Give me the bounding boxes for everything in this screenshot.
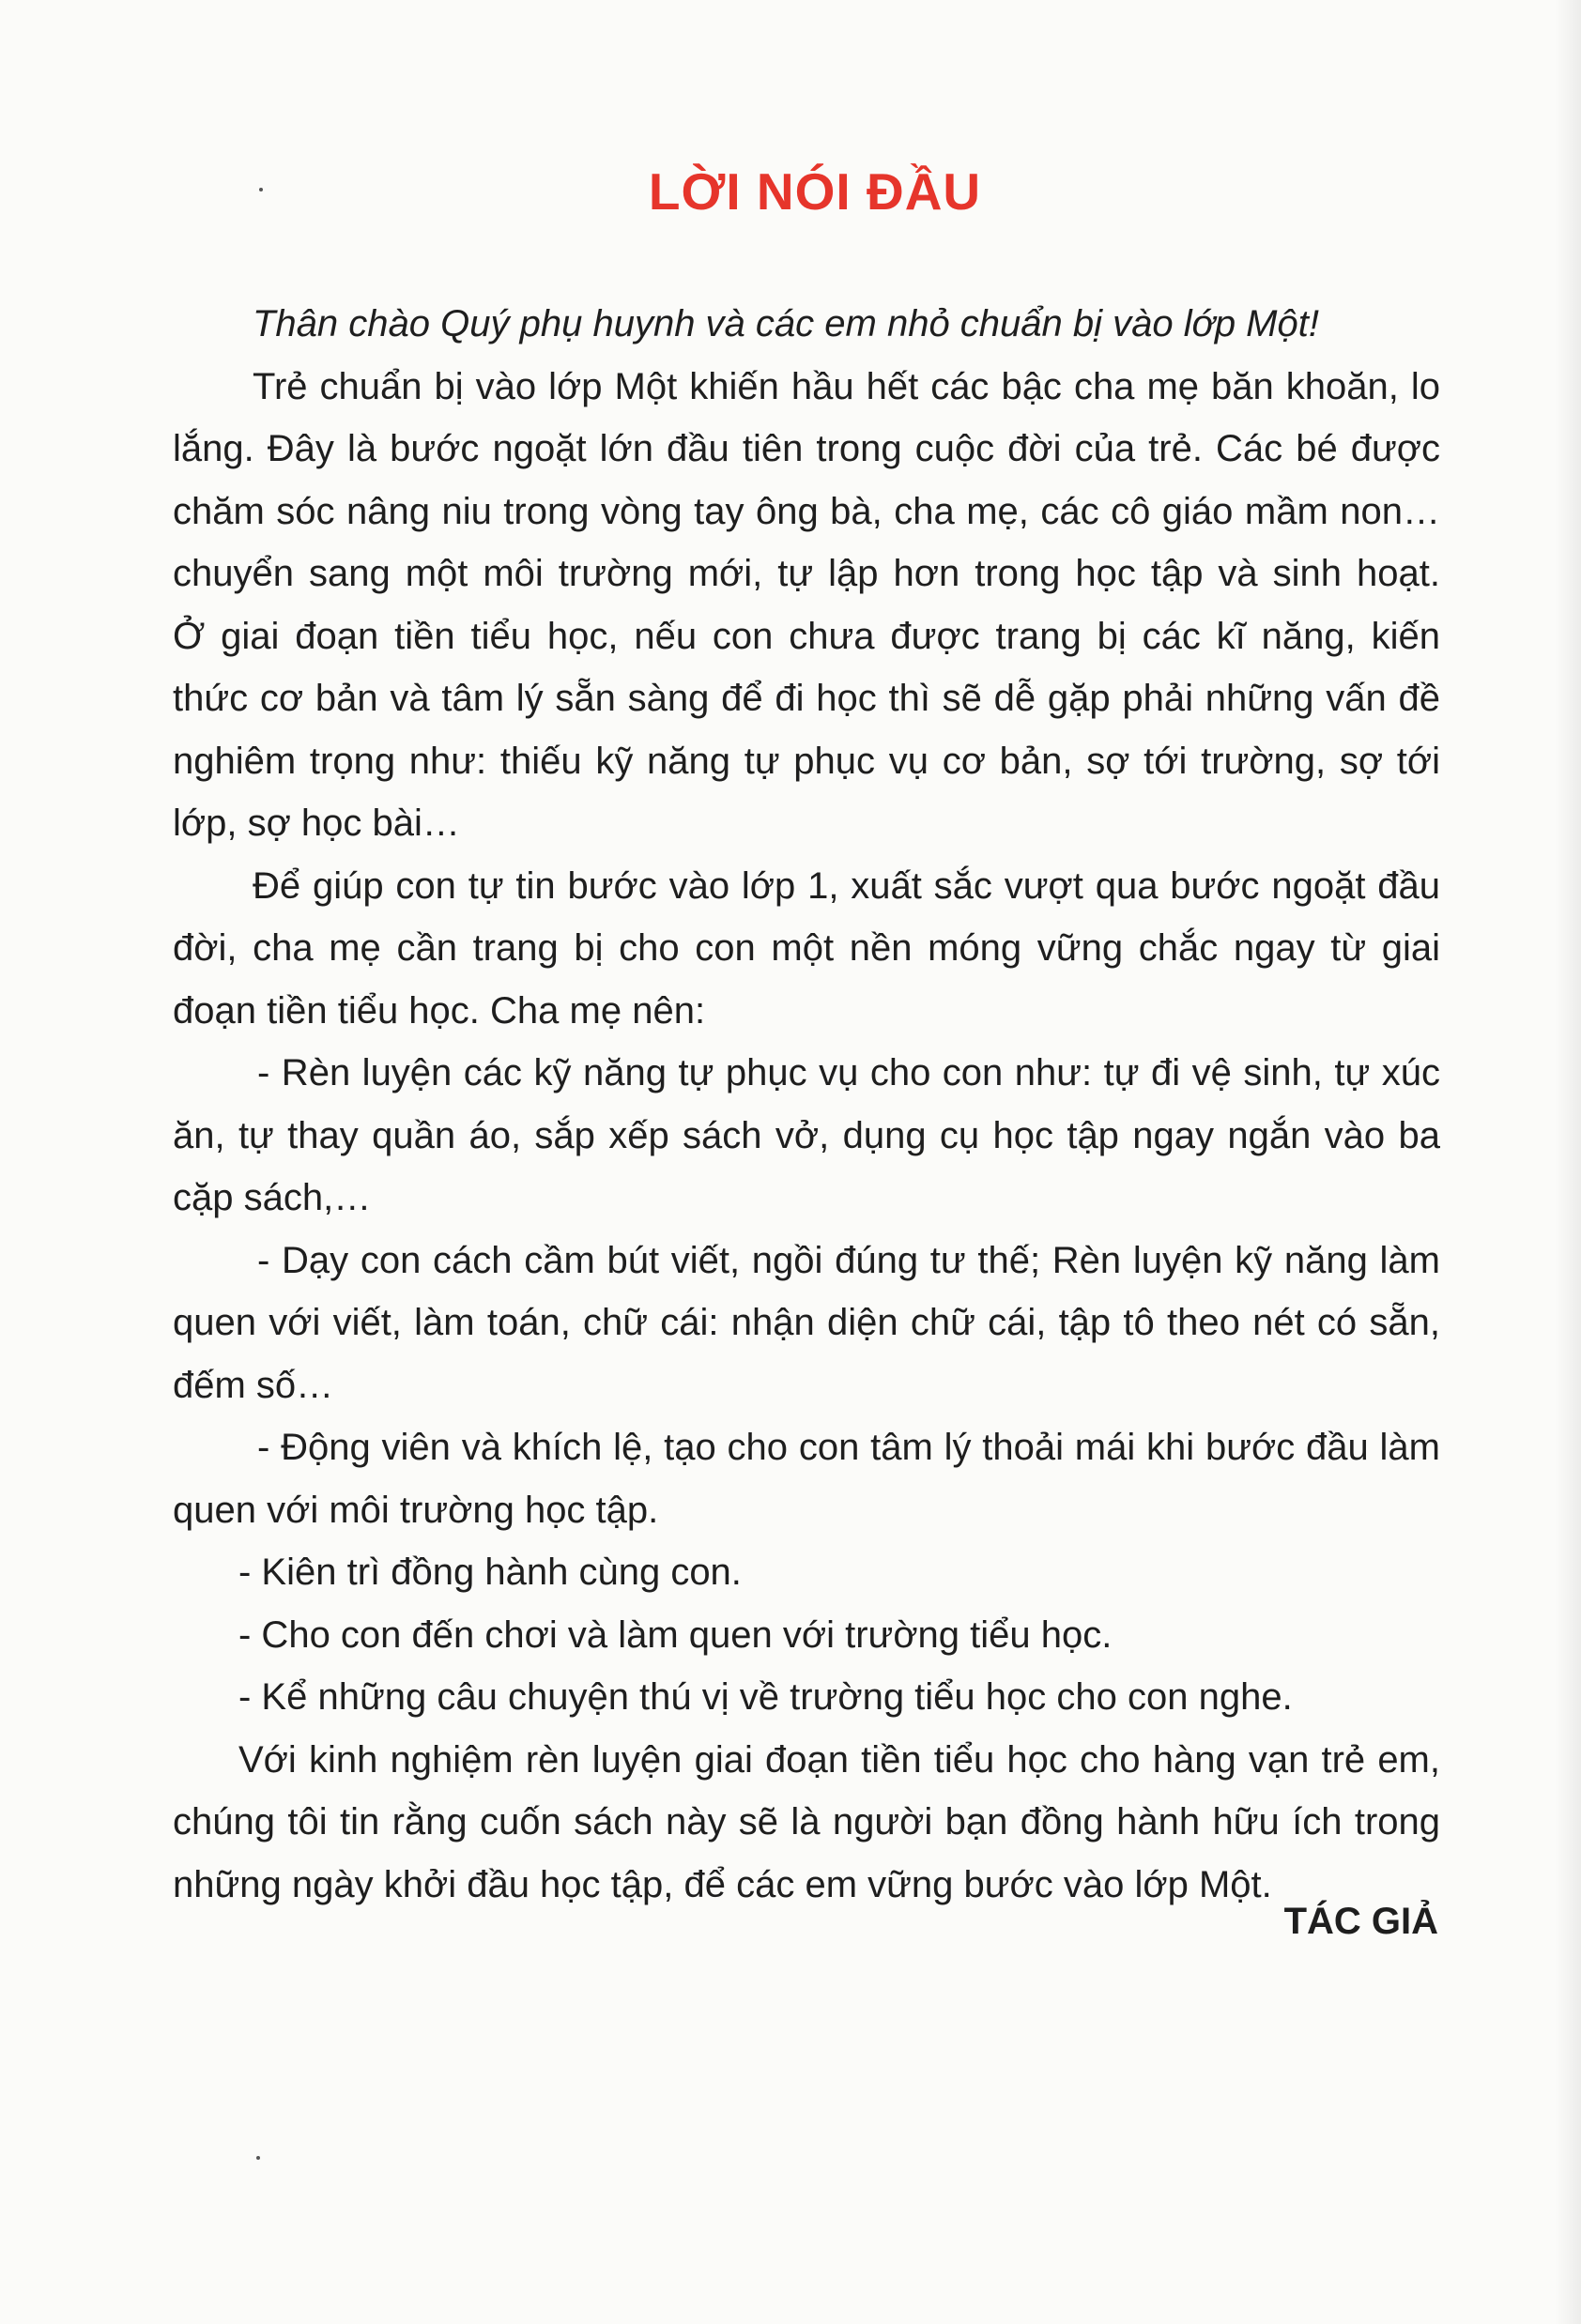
paragraph-line: nghiêm trọng như: thiếu kỹ năng tự phục vụ cơ bản, sợ tới trường, sợ tới xyxy=(173,740,1440,782)
print-speck xyxy=(256,2156,260,2160)
page-title: LỜI NÓI ĐẦU xyxy=(648,162,982,221)
list-item-line: - Kiên trì đồng hành cùng con. xyxy=(238,1552,742,1593)
paragraph-line: đoạn tiền tiểu học. Cha mẹ nên: xyxy=(173,989,706,1032)
page-edge-shadow xyxy=(1555,0,1581,2324)
paragraph-line: Với kinh nghiệm rèn luyện giai đoạn tiền tiểu học cho hàng vạn trẻ em, xyxy=(238,1738,1440,1781)
paragraph-line: lớp, sợ học bài… xyxy=(173,803,460,844)
paragraph-line: Ở giai đoạn tiền tiểu học, nếu con chưa được trang bị các kĩ năng, kiến xyxy=(173,615,1440,657)
paragraph-line: lắng. Đây là bước ngoặt lớn đầu tiên trong cuộc đời của trẻ. Các bé được xyxy=(173,428,1440,469)
list-item-line: ăn, tự thay quần áo, sắp xếp sách vở, dụng cụ học tập ngay ngắn vào ba xyxy=(173,1114,1440,1156)
paragraph-line: những ngày khởi đầu học tập, để các em vững bước vào lớp Một. xyxy=(173,1863,1272,1905)
preface-body xyxy=(173,293,1440,1916)
greeting-line: Thân chào Quý phụ huynh và các em nhỏ chuẩn bị vào lớp Một! xyxy=(253,303,1319,344)
list-item-line: quen với viết, làm toán, chữ cái: nhận diện chữ cái, tập tô theo nét có sẵn, xyxy=(173,1302,1440,1343)
list-item-line: quen với môi trường học tập. xyxy=(173,1489,659,1531)
list-item-line: - Kể những câu chuyện thú vị về trường tiểu học cho con nghe. xyxy=(238,1676,1293,1718)
author-signature: TÁC GIẢ xyxy=(1283,1901,1438,1942)
list-item-line: - Động viên và khích lệ, tạo cho con tâm lý thoải mái khi bước đầu làm xyxy=(257,1427,1440,1468)
paragraph-line: chúng tôi tin rằng cuốn sách này sẽ là người bạn đồng hành hữu ích trong xyxy=(173,1801,1440,1842)
list-item-line: - Dạy con cách cầm bút viết, ngồi đúng tư thế; Rèn luyện kỹ năng làm xyxy=(257,1239,1440,1281)
paragraph-line: Trẻ chuẩn bị vào lớp Một khiến hầu hết các bậc cha mẹ băn khoăn, lo xyxy=(253,365,1440,407)
list-item-line: - Cho con đến chơi và làm quen với trường tiểu học. xyxy=(238,1613,1113,1656)
paragraph-line: thức cơ bản và tâm lý sẵn sàng để đi học thì sẽ dễ gặp phải những vấn đề xyxy=(173,678,1440,719)
paragraph-line: chăm sóc nâng niu trong vòng tay ông bà, cha mẹ, các cô giáo mầm non… xyxy=(173,490,1440,532)
list-item-line: cặp sách,… xyxy=(173,1177,372,1218)
paragraph-line: đời, cha mẹ cần trang bị cho con một nền móng vững chắc ngay từ giai xyxy=(173,927,1440,969)
list-item-line: đếm số… xyxy=(173,1364,334,1406)
list-item-line: - Rèn luyện các kỹ năng tự phục vụ cho con như: tự đi vệ sinh, tự xúc xyxy=(257,1052,1440,1093)
print-speck xyxy=(259,188,263,191)
paragraph-line: Để giúp con tự tin bước vào lớp 1, xuất sắc vượt qua bước ngoặt đầu xyxy=(253,864,1440,907)
paragraph-line: chuyển sang một môi trường mới, tự lập hơn trong học tập và sinh hoạt. xyxy=(173,553,1440,594)
